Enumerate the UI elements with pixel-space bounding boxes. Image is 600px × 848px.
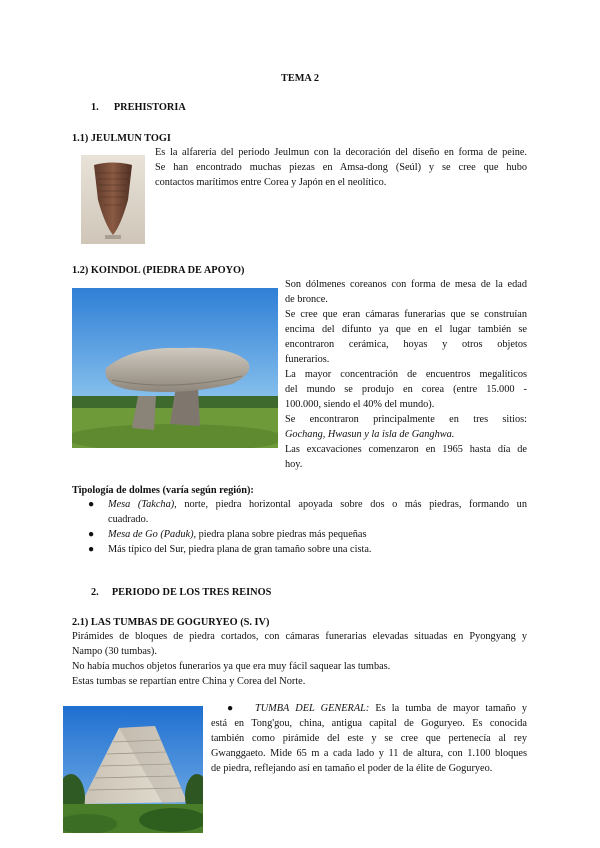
text-line: Nampo (30 tumbas). — [72, 646, 157, 657]
text-span: Es la tumba de mayor tamaño y — [369, 703, 528, 714]
koindol-heading: 1.2) KOINDOL (PIEDRA DE APOYO) — [72, 265, 245, 276]
text-line: también como pirámide del este y se cree que pertenecía al rey — [211, 733, 527, 744]
section-2-title: PERIODO DE LOS TRES REINOS — [111, 587, 272, 598]
tumba-general-text — [211, 701, 527, 776]
bullet-icon: ● — [88, 544, 95, 555]
text-line: Se encontraron principalmente en tres sitios: — [285, 414, 527, 425]
tipologia-list — [72, 497, 527, 557]
text-line: La mayor concentración de encuentros megalíticos — [285, 369, 527, 380]
section-1-heading — [91, 100, 186, 115]
jeulmun-heading: 1.1) JEULMUN TOGI — [72, 133, 171, 144]
section-1-title: PREHISTORIA — [113, 102, 186, 113]
koindol-text — [285, 277, 527, 472]
tumba-general-label: TUMBA DEL GENERAL: — [255, 703, 370, 714]
text-line: está en Tong'gou, china, antigua capital de Goguryeo. Es conocida — [211, 718, 527, 729]
goguryeo-text — [72, 629, 527, 689]
list-item-continuation: cuadrado. — [108, 514, 149, 525]
text-line: encontraron cerámica, hoyas y otros objetos — [285, 339, 527, 350]
text-line: contactos marítimos entre Corea y Japón en el neolítico. — [155, 177, 387, 188]
list-item-text: norte, piedra horizontal apoyada sobre dos o más piedras, formando un — [176, 499, 527, 510]
section-1-number: 1. — [91, 102, 99, 113]
list-item-italic: Mesa (Takcha), — [108, 499, 177, 510]
text-line — [211, 701, 527, 716]
bullet-icon: ● — [227, 703, 237, 714]
text-line: Gwanggaeto. Mide 65 m a cada lado y 11 de altura, con 1.100 bloques — [211, 748, 527, 759]
list-item — [72, 527, 527, 542]
text-line: encima del difunto ya que en el lugar también se — [285, 324, 527, 335]
text-line: Son dólmenes coreanos con forma de mesa de la edad — [285, 279, 527, 290]
text-line: del mundo se produjo en corea (entre 15.000 - — [285, 384, 527, 395]
goguryeo-heading: 2.1) LAS TUMBAS DE GOGURYEO (S. IV) — [72, 617, 270, 628]
jeulmun-text — [155, 145, 527, 190]
text-line: Las excavaciones comenzaron en 1965 hasta día de — [285, 444, 527, 455]
dolmen-image — [72, 288, 278, 448]
text-line: Se han encontrado muchas piezas en Amsa-dong (Seúl) y se cree que hubo — [155, 162, 527, 173]
jeulmun-pottery-image — [81, 155, 145, 244]
text-line: funerarios. — [285, 354, 330, 365]
tomb-general-image — [63, 706, 203, 833]
list-item-italic: Mesa de Go (Paduk), — [108, 529, 197, 540]
list-item — [72, 542, 527, 557]
bullet-icon: ● — [88, 529, 95, 540]
text-line: 100.000, siendo el 40% del mundo). — [285, 399, 435, 410]
text-line: hoy. — [285, 459, 303, 470]
text-line: Pirámides de bloques de piedra cortados, con cámaras funerarias elevadas situadas en Pyongyang y — [72, 631, 527, 642]
page-title: TEMA 2 — [280, 73, 320, 84]
tipologia-heading: Tipología de dolmes (varía según región): — [72, 485, 254, 496]
list-item-text: Más típico del Sur, piedra plana de gran tamaño sobre una cista. — [108, 544, 372, 555]
list-item-text: piedra plana sobre piedras más pequeñas — [196, 529, 367, 540]
text-line: Estas tumbas se repartían entre China y Corea del Norte. — [72, 676, 306, 687]
bullet-icon: ● — [88, 499, 95, 510]
section-2-number: 2. — [91, 587, 99, 598]
text-line: Es la alfarería del periodo Jeulmun con la decoración del diseño en forma de peine. — [155, 147, 527, 158]
text-line: de bronce. — [285, 294, 328, 305]
list-item — [72, 497, 527, 527]
text-line: de piedra, reflejando así en tamaño el poder de la élite de Goguryeo. — [211, 763, 493, 774]
text-line: Se cree que eran cámaras funerarias que se construían — [285, 309, 527, 320]
section-2-heading — [91, 585, 271, 600]
text-line-italic: Gochang, Hwasun y la isla de Ganghwa. — [285, 429, 455, 440]
text-line: No había muchos objetos funerarios ya que era muy fácil saquear las tumbas. — [72, 661, 391, 672]
